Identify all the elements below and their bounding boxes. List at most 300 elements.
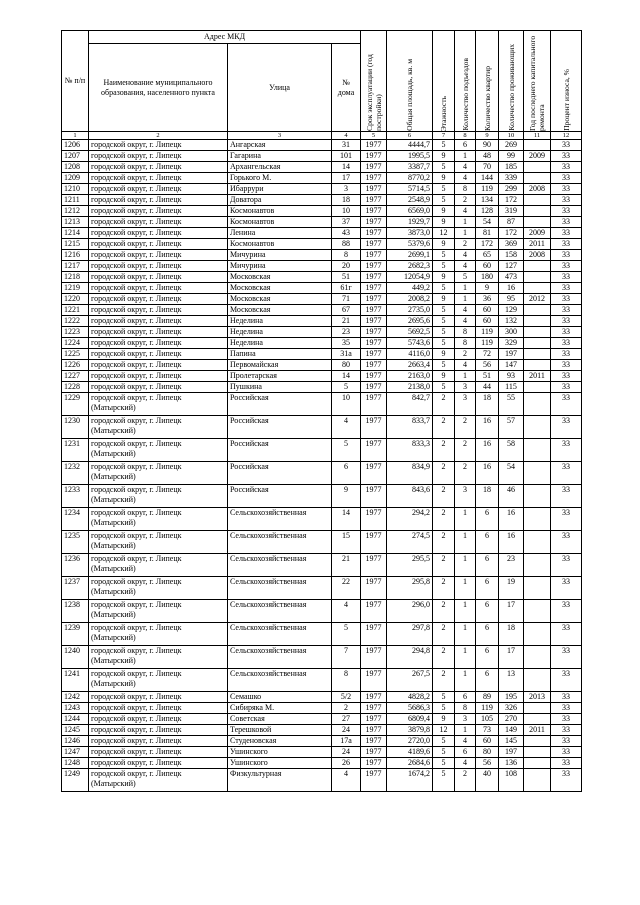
cell-build-year: 1977 bbox=[361, 462, 387, 485]
cell-build-year: 1977 bbox=[361, 554, 387, 577]
cell-house-number: 10 bbox=[332, 206, 361, 217]
cell-residents: 269 bbox=[499, 140, 524, 151]
cell-total-area: 3879,8 bbox=[387, 725, 433, 736]
cell-wear-percent: 33 bbox=[551, 184, 582, 195]
cell-apartments: 6 bbox=[476, 623, 499, 646]
table-row bbox=[62, 508, 582, 531]
cell-wear-percent: 33 bbox=[551, 140, 582, 151]
cell-row-number: 1244 bbox=[62, 714, 89, 725]
cell-residents: 185 bbox=[499, 162, 524, 173]
cell-residents: 172 bbox=[499, 195, 524, 206]
cell-total-area: 5714,5 bbox=[387, 184, 433, 195]
cell-street: Неделина bbox=[228, 338, 332, 349]
cell-entrances: 4 bbox=[455, 736, 476, 747]
cell-municipality: городской округ, г. Липецк (Матырский) bbox=[89, 416, 228, 439]
cell-build-year: 1977 bbox=[361, 162, 387, 173]
cell-street: Московская bbox=[228, 294, 332, 305]
cell-municipality: городской округ, г. Липецк (Матырский) bbox=[89, 600, 228, 623]
cell-build-year: 1977 bbox=[361, 228, 387, 239]
cell-street: Советская bbox=[228, 714, 332, 725]
table-row bbox=[62, 382, 582, 393]
cell-repair-year bbox=[524, 623, 551, 646]
table-row bbox=[62, 736, 582, 747]
cell-row-number: 1228 bbox=[62, 382, 89, 393]
cell-wear-percent: 33 bbox=[551, 360, 582, 371]
cell-entrances: 4 bbox=[455, 360, 476, 371]
cell-house-number: 4 bbox=[332, 769, 361, 792]
cell-repair-year bbox=[524, 217, 551, 228]
cell-house-number: 22 bbox=[332, 577, 361, 600]
cell-row-number: 1217 bbox=[62, 261, 89, 272]
cell-house-number: 61г bbox=[332, 283, 361, 294]
cell-apartments: 60 bbox=[476, 316, 499, 327]
cell-row-number: 1234 bbox=[62, 508, 89, 531]
cell-apartments: 134 bbox=[476, 195, 499, 206]
header-entrances: Количество подъездов bbox=[455, 31, 476, 132]
column-number: 12 bbox=[551, 132, 582, 140]
cell-build-year: 1977 bbox=[361, 283, 387, 294]
table-row bbox=[62, 239, 582, 250]
cell-apartments: 180 bbox=[476, 272, 499, 283]
cell-municipality: городской округ, г. Липецк (Матырский) bbox=[89, 485, 228, 508]
cell-build-year: 1977 bbox=[361, 206, 387, 217]
column-number: 10 bbox=[499, 132, 524, 140]
cell-entrances: 8 bbox=[455, 327, 476, 338]
cell-floors: 5 bbox=[433, 692, 455, 703]
cell-floors: 5 bbox=[433, 195, 455, 206]
cell-build-year: 1977 bbox=[361, 349, 387, 360]
cell-municipality: городской округ, г. Липецк (Матырский) bbox=[89, 554, 228, 577]
cell-row-number: 1237 bbox=[62, 577, 89, 600]
cell-municipality: городской округ, г. Липецк bbox=[89, 747, 228, 758]
cell-residents: 23 bbox=[499, 554, 524, 577]
table-row bbox=[62, 725, 582, 736]
cell-row-number: 1235 bbox=[62, 531, 89, 554]
cell-total-area: 5692,5 bbox=[387, 327, 433, 338]
header-area: Общая площадь, кв. м bbox=[387, 31, 433, 132]
cell-repair-year: 2012 bbox=[524, 294, 551, 305]
cell-house-number: 37 bbox=[332, 217, 361, 228]
cell-wear-percent: 33 bbox=[551, 485, 582, 508]
cell-entrances: 4 bbox=[455, 162, 476, 173]
cell-build-year: 1977 bbox=[361, 140, 387, 151]
cell-apartments: 18 bbox=[476, 485, 499, 508]
cell-total-area: 843,6 bbox=[387, 485, 433, 508]
cell-house-number: 2 bbox=[332, 703, 361, 714]
cell-floors: 9 bbox=[433, 294, 455, 305]
header-column-numbers bbox=[62, 132, 582, 140]
cell-repair-year bbox=[524, 554, 551, 577]
cell-wear-percent: 33 bbox=[551, 393, 582, 416]
cell-total-area: 5743,6 bbox=[387, 338, 433, 349]
cell-house-number: 20 bbox=[332, 261, 361, 272]
cell-wear-percent: 33 bbox=[551, 195, 582, 206]
table-row bbox=[62, 173, 582, 184]
cell-row-number: 1243 bbox=[62, 703, 89, 714]
cell-house-number: 43 bbox=[332, 228, 361, 239]
table-row bbox=[62, 371, 582, 382]
cell-build-year: 1977 bbox=[361, 725, 387, 736]
cell-entrances: 1 bbox=[455, 554, 476, 577]
cell-house-number: 21 bbox=[332, 316, 361, 327]
cell-wear-percent: 33 bbox=[551, 669, 582, 692]
cell-municipality: городской округ, г. Липецк (Матырский) bbox=[89, 577, 228, 600]
cell-residents: 17 bbox=[499, 600, 524, 623]
cell-house-number: 101 bbox=[332, 151, 361, 162]
cell-apartments: 6 bbox=[476, 669, 499, 692]
cell-street: Студеновская bbox=[228, 736, 332, 747]
cell-residents: 147 bbox=[499, 360, 524, 371]
table-row bbox=[62, 439, 582, 462]
cell-build-year: 1977 bbox=[361, 184, 387, 195]
cell-apartments: 72 bbox=[476, 349, 499, 360]
cell-total-area: 294,8 bbox=[387, 646, 433, 669]
cell-wear-percent: 33 bbox=[551, 714, 582, 725]
table-row bbox=[62, 338, 582, 349]
cell-wear-percent: 33 bbox=[551, 747, 582, 758]
cell-residents: 369 bbox=[499, 239, 524, 250]
cell-wear-percent: 33 bbox=[551, 623, 582, 646]
cell-entrances: 3 bbox=[455, 382, 476, 393]
cell-entrances: 3 bbox=[455, 485, 476, 508]
cell-apartments: 51 bbox=[476, 371, 499, 382]
table-row bbox=[62, 600, 582, 623]
cell-floors: 12 bbox=[433, 228, 455, 239]
cell-entrances: 1 bbox=[455, 508, 476, 531]
cell-entrances: 4 bbox=[455, 261, 476, 272]
cell-repair-year bbox=[524, 140, 551, 151]
cell-repair-year bbox=[524, 305, 551, 316]
cell-repair-year: 2009 bbox=[524, 151, 551, 162]
cell-house-number: 26 bbox=[332, 758, 361, 769]
cell-entrances: 2 bbox=[455, 439, 476, 462]
cell-entrances: 2 bbox=[455, 769, 476, 792]
cell-build-year: 1977 bbox=[361, 316, 387, 327]
cell-apartments: 60 bbox=[476, 305, 499, 316]
cell-residents: 195 bbox=[499, 692, 524, 703]
cell-residents: 158 bbox=[499, 250, 524, 261]
cell-row-number: 1241 bbox=[62, 669, 89, 692]
header-wear-percent: Процент износа, % bbox=[551, 31, 582, 132]
cell-street: Сельскохозяйственная bbox=[228, 508, 332, 531]
cell-repair-year bbox=[524, 462, 551, 485]
cell-row-number: 1226 bbox=[62, 360, 89, 371]
cell-apartments: 6 bbox=[476, 600, 499, 623]
cell-street: Сельскохозяйственная bbox=[228, 531, 332, 554]
cell-total-area: 2695,6 bbox=[387, 316, 433, 327]
cell-repair-year bbox=[524, 316, 551, 327]
table-row bbox=[62, 393, 582, 416]
cell-total-area: 2548,9 bbox=[387, 195, 433, 206]
cell-total-area: 842,7 bbox=[387, 393, 433, 416]
cell-residents: 127 bbox=[499, 261, 524, 272]
cell-build-year: 1977 bbox=[361, 305, 387, 316]
table-row bbox=[62, 692, 582, 703]
cell-entrances: 1 bbox=[455, 531, 476, 554]
header-repair-year: Год последнего капитального ремонта bbox=[524, 31, 551, 132]
cell-floors: 2 bbox=[433, 393, 455, 416]
cell-total-area: 2735,0 bbox=[387, 305, 433, 316]
table-row bbox=[62, 646, 582, 669]
cell-row-number: 1225 bbox=[62, 349, 89, 360]
cell-entrances: 1 bbox=[455, 217, 476, 228]
cell-house-number: 23 bbox=[332, 327, 361, 338]
cell-row-number: 1236 bbox=[62, 554, 89, 577]
column-number: 5 bbox=[361, 132, 387, 140]
cell-row-number: 1220 bbox=[62, 294, 89, 305]
cell-entrances: 2 bbox=[455, 416, 476, 439]
cell-house-number: 10 bbox=[332, 393, 361, 416]
cell-municipality: городской округ, г. Липецк bbox=[89, 195, 228, 206]
cell-house-number: 71 bbox=[332, 294, 361, 305]
cell-repair-year bbox=[524, 272, 551, 283]
cell-entrances: 6 bbox=[455, 692, 476, 703]
table-row bbox=[62, 416, 582, 439]
cell-apartments: 80 bbox=[476, 747, 499, 758]
cell-wear-percent: 33 bbox=[551, 206, 582, 217]
cell-street: Ангарская bbox=[228, 140, 332, 151]
cell-residents: 16 bbox=[499, 508, 524, 531]
cell-repair-year bbox=[524, 173, 551, 184]
table-row bbox=[62, 184, 582, 195]
cell-house-number: 6 bbox=[332, 462, 361, 485]
cell-house-number: 4 bbox=[332, 600, 361, 623]
cell-total-area: 2682,3 bbox=[387, 261, 433, 272]
table-row bbox=[62, 151, 582, 162]
cell-floors: 9 bbox=[433, 239, 455, 250]
cell-wear-percent: 33 bbox=[551, 758, 582, 769]
cell-build-year: 1977 bbox=[361, 272, 387, 283]
cell-street: Сельскохозяйственная bbox=[228, 554, 332, 577]
cell-municipality: городской округ, г. Липецк bbox=[89, 382, 228, 393]
header-municipality: Наименование муниципального образования, населенного пункта bbox=[89, 44, 228, 132]
header-residents: Количество проживающих bbox=[499, 31, 524, 132]
cell-floors: 5 bbox=[433, 736, 455, 747]
cell-row-number: 1223 bbox=[62, 327, 89, 338]
table-row bbox=[62, 294, 582, 305]
cell-residents: 326 bbox=[499, 703, 524, 714]
cell-total-area: 2138,0 bbox=[387, 382, 433, 393]
table-row bbox=[62, 714, 582, 725]
cell-floors: 2 bbox=[433, 508, 455, 531]
cell-entrances: 4 bbox=[455, 758, 476, 769]
cell-row-number: 1230 bbox=[62, 416, 89, 439]
cell-row-number: 1233 bbox=[62, 485, 89, 508]
cell-repair-year bbox=[524, 360, 551, 371]
cell-municipality: городской округ, г. Липецк bbox=[89, 239, 228, 250]
cell-floors: 2 bbox=[433, 531, 455, 554]
cell-floors: 5 bbox=[433, 162, 455, 173]
cell-residents: 46 bbox=[499, 485, 524, 508]
table-row bbox=[62, 669, 582, 692]
cell-municipality: городской округ, г. Липецк bbox=[89, 283, 228, 294]
cell-wear-percent: 33 bbox=[551, 577, 582, 600]
cell-repair-year bbox=[524, 714, 551, 725]
table-row bbox=[62, 206, 582, 217]
cell-street: Мичурина bbox=[228, 250, 332, 261]
cell-total-area: 2008,2 bbox=[387, 294, 433, 305]
cell-repair-year bbox=[524, 283, 551, 294]
cell-residents: 145 bbox=[499, 736, 524, 747]
cell-entrances: 4 bbox=[455, 250, 476, 261]
cell-entrances: 8 bbox=[455, 184, 476, 195]
cell-row-number: 1207 bbox=[62, 151, 89, 162]
cell-wear-percent: 33 bbox=[551, 439, 582, 462]
cell-build-year: 1977 bbox=[361, 747, 387, 758]
cell-residents: 473 bbox=[499, 272, 524, 283]
cell-floors: 2 bbox=[433, 623, 455, 646]
cell-row-number: 1210 bbox=[62, 184, 89, 195]
cell-floors: 12 bbox=[433, 725, 455, 736]
cell-residents: 16 bbox=[499, 531, 524, 554]
cell-municipality: городской округ, г. Липецк bbox=[89, 349, 228, 360]
cell-municipality: городской округ, г. Липецк (Матырский) bbox=[89, 669, 228, 692]
cell-municipality: городской округ, г. Липецк bbox=[89, 217, 228, 228]
cell-repair-year: 2011 bbox=[524, 725, 551, 736]
cell-repair-year: 2011 bbox=[524, 239, 551, 250]
cell-build-year: 1977 bbox=[361, 758, 387, 769]
cell-repair-year bbox=[524, 327, 551, 338]
cell-total-area: 4828,2 bbox=[387, 692, 433, 703]
cell-entrances: 1 bbox=[455, 228, 476, 239]
cell-apartments: 36 bbox=[476, 294, 499, 305]
cell-build-year: 1977 bbox=[361, 669, 387, 692]
cell-apartments: 48 bbox=[476, 151, 499, 162]
cell-row-number: 1246 bbox=[62, 736, 89, 747]
cell-residents: 95 bbox=[499, 294, 524, 305]
cell-repair-year: 2008 bbox=[524, 184, 551, 195]
cell-street: Папина bbox=[228, 349, 332, 360]
cell-house-number: 51 bbox=[332, 272, 361, 283]
cell-floors: 5 bbox=[433, 327, 455, 338]
cell-repair-year bbox=[524, 416, 551, 439]
cell-floors: 9 bbox=[433, 349, 455, 360]
cell-apartments: 44 bbox=[476, 382, 499, 393]
cell-total-area: 2663,4 bbox=[387, 360, 433, 371]
cell-residents: 197 bbox=[499, 349, 524, 360]
cell-repair-year: 2013 bbox=[524, 692, 551, 703]
table-row bbox=[62, 217, 582, 228]
cell-total-area: 6569,0 bbox=[387, 206, 433, 217]
cell-total-area: 8770,2 bbox=[387, 173, 433, 184]
cell-municipality: городской округ, г. Липецк bbox=[89, 305, 228, 316]
cell-entrances: 2 bbox=[455, 195, 476, 206]
cell-apartments: 6 bbox=[476, 554, 499, 577]
cell-residents: 299 bbox=[499, 184, 524, 195]
cell-floors: 5 bbox=[433, 703, 455, 714]
cell-apartments: 89 bbox=[476, 692, 499, 703]
cell-residents: 270 bbox=[499, 714, 524, 725]
cell-floors: 9 bbox=[433, 173, 455, 184]
cell-repair-year bbox=[524, 758, 551, 769]
cell-build-year: 1977 bbox=[361, 577, 387, 600]
table-row bbox=[62, 250, 582, 261]
cell-municipality: городской округ, г. Липецк (Матырский) bbox=[89, 769, 228, 792]
cell-build-year: 1977 bbox=[361, 736, 387, 747]
cell-municipality: городской округ, г. Липецк bbox=[89, 316, 228, 327]
cell-street: Космонавтов bbox=[228, 217, 332, 228]
cell-entrances: 1 bbox=[455, 646, 476, 669]
cell-build-year: 1977 bbox=[361, 338, 387, 349]
cell-house-number: 24 bbox=[332, 747, 361, 758]
header-period: Срок эксплуатации (год постройки) bbox=[361, 31, 387, 132]
cell-residents: 93 bbox=[499, 371, 524, 382]
cell-residents: 197 bbox=[499, 747, 524, 758]
cell-house-number: 18 bbox=[332, 195, 361, 206]
cell-build-year: 1977 bbox=[361, 239, 387, 250]
cell-build-year: 1977 bbox=[361, 485, 387, 508]
cell-total-area: 834,9 bbox=[387, 462, 433, 485]
cell-total-area: 5379,6 bbox=[387, 239, 433, 250]
cell-municipality: городской округ, г. Липецк (Матырский) bbox=[89, 623, 228, 646]
cell-build-year: 1977 bbox=[361, 531, 387, 554]
cell-repair-year bbox=[524, 439, 551, 462]
column-number: 8 bbox=[455, 132, 476, 140]
cell-row-number: 1216 bbox=[62, 250, 89, 261]
cell-apartments: 16 bbox=[476, 439, 499, 462]
cell-street: Российская bbox=[228, 439, 332, 462]
cell-row-number: 1209 bbox=[62, 173, 89, 184]
table-row bbox=[62, 462, 582, 485]
cell-house-number: 15 bbox=[332, 531, 361, 554]
cell-repair-year bbox=[524, 531, 551, 554]
cell-build-year: 1977 bbox=[361, 371, 387, 382]
cell-municipality: городской округ, г. Липецк bbox=[89, 338, 228, 349]
table-row bbox=[62, 349, 582, 360]
cell-street: Ибаррури bbox=[228, 184, 332, 195]
cell-house-number: 7 bbox=[332, 646, 361, 669]
cell-street: Гагарина bbox=[228, 151, 332, 162]
cell-residents: 115 bbox=[499, 382, 524, 393]
cell-wear-percent: 33 bbox=[551, 725, 582, 736]
cell-street: Сельскохозяйственная bbox=[228, 669, 332, 692]
cell-repair-year bbox=[524, 393, 551, 416]
cell-apartments: 56 bbox=[476, 758, 499, 769]
cell-house-number: 14 bbox=[332, 508, 361, 531]
column-number: 4 bbox=[332, 132, 361, 140]
cell-total-area: 296,0 bbox=[387, 600, 433, 623]
cell-residents: 57 bbox=[499, 416, 524, 439]
cell-street: Московская bbox=[228, 283, 332, 294]
table-row bbox=[62, 623, 582, 646]
cell-floors: 9 bbox=[433, 206, 455, 217]
cell-wear-percent: 33 bbox=[551, 416, 582, 439]
cell-repair-year: 2011 bbox=[524, 371, 551, 382]
table-row bbox=[62, 577, 582, 600]
cell-repair-year: 2009 bbox=[524, 228, 551, 239]
cell-residents: 13 bbox=[499, 669, 524, 692]
cell-entrances: 1 bbox=[455, 669, 476, 692]
cell-wear-percent: 33 bbox=[551, 554, 582, 577]
cell-wear-percent: 33 bbox=[551, 462, 582, 485]
cell-municipality: городской округ, г. Липецк (Матырский) bbox=[89, 393, 228, 416]
cell-municipality: городской округ, г. Липецк bbox=[89, 151, 228, 162]
cell-residents: 129 bbox=[499, 305, 524, 316]
cell-street: Семашко bbox=[228, 692, 332, 703]
cell-entrances: 1 bbox=[455, 283, 476, 294]
cell-build-year: 1977 bbox=[361, 769, 387, 792]
cell-street: Космонавтов bbox=[228, 206, 332, 217]
table-row bbox=[62, 554, 582, 577]
cell-floors: 9 bbox=[433, 714, 455, 725]
cell-wear-percent: 33 bbox=[551, 239, 582, 250]
cell-residents: 99 bbox=[499, 151, 524, 162]
cell-wear-percent: 33 bbox=[551, 294, 582, 305]
column-number: 11 bbox=[524, 132, 551, 140]
cell-house-number: 21 bbox=[332, 554, 361, 577]
cell-wear-percent: 33 bbox=[551, 508, 582, 531]
cell-municipality: городской округ, г. Липецк bbox=[89, 758, 228, 769]
